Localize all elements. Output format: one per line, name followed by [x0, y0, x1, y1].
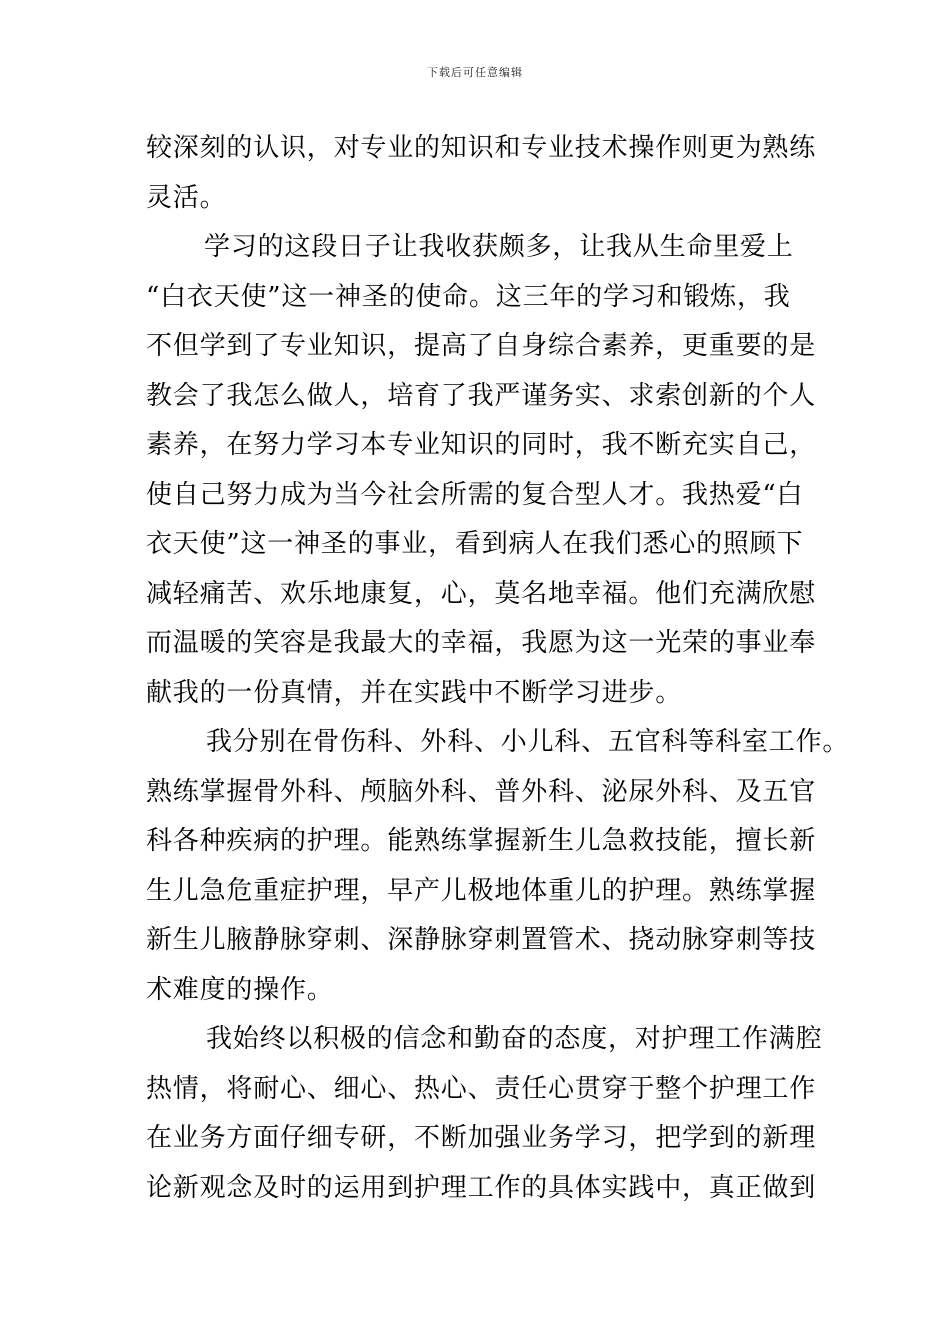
text-line: 不但学到了专业知识，提高了自身综合素养，更重要的是	[146, 331, 817, 361]
text-line: 衣天使”这一神圣的事业，看到病人在我们悉心的照顾下	[146, 529, 804, 559]
text-line: 科各种疾病的护理。能熟练掌握新生儿急救技能，擅长新	[146, 826, 817, 856]
paragraph-start-line: 学习的这段日子让我收获颇多，让我从生命里爱上	[204, 232, 794, 262]
text-line: 论新观念及时的运用到护理工作的具体实践中，真正做到	[146, 1172, 817, 1203]
text-line: 术难度的操作。	[146, 974, 334, 1005]
text-line: 灵活。	[146, 182, 227, 213]
text-line: 新生儿腋静脉穿刺、深静脉穿刺置管术、挠动脉穿刺等技	[146, 925, 817, 955]
text-line: 素养，在努力学习本专业知识的同时，我不断充实自己，	[146, 430, 817, 460]
text-line: “白衣天使”这一神圣的使命。这三年的学习和锻炼，我	[146, 281, 791, 312]
body-text	[146, 124, 850, 1213]
text-line: 而温暖的笑容是我最大的幸福，我愿为这一光荣的事业奉	[146, 628, 817, 658]
text-line: 熟练掌握骨外科、颅脑外科、普外科、泌尿外科、及五官	[146, 776, 817, 807]
text-line: 较深刻的认识，对专业的知识和专业技术操作则更为熟练	[146, 133, 817, 163]
paragraph-start-line: 我始终以积极的信念和勤奋的态度，对护理工作满腔	[206, 1024, 823, 1054]
text-line: 减轻痛苦、欢乐地康复，心，莫名地幸福。他们充满欣慰	[146, 578, 817, 609]
page-header: 下载后可任意编辑	[427, 66, 523, 79]
paragraph-start-line: 我分别在骨伤科、外科、小儿科、五官科等科室工作。	[206, 727, 850, 757]
text-line: 献我的一份真情，并在实践中不断学习进步。	[146, 677, 683, 708]
text-line: 使自己努力成为当今社会所需的复合型人才。我热爱“白	[146, 479, 804, 510]
text-line: 生儿急危重症护理，早产儿极地体重儿的护理。熟练掌握	[146, 875, 817, 906]
text-line: 在业务方面仔细专研，不断加强业务学习，把学到的新理	[146, 1123, 817, 1153]
text-line: 热情，将耐心、细心、热心、责任心贯穿于整个护理工作	[146, 1073, 817, 1104]
text-line: 教会了我怎么做人，培育了我严谨务实、求索创新的个人	[146, 380, 817, 411]
